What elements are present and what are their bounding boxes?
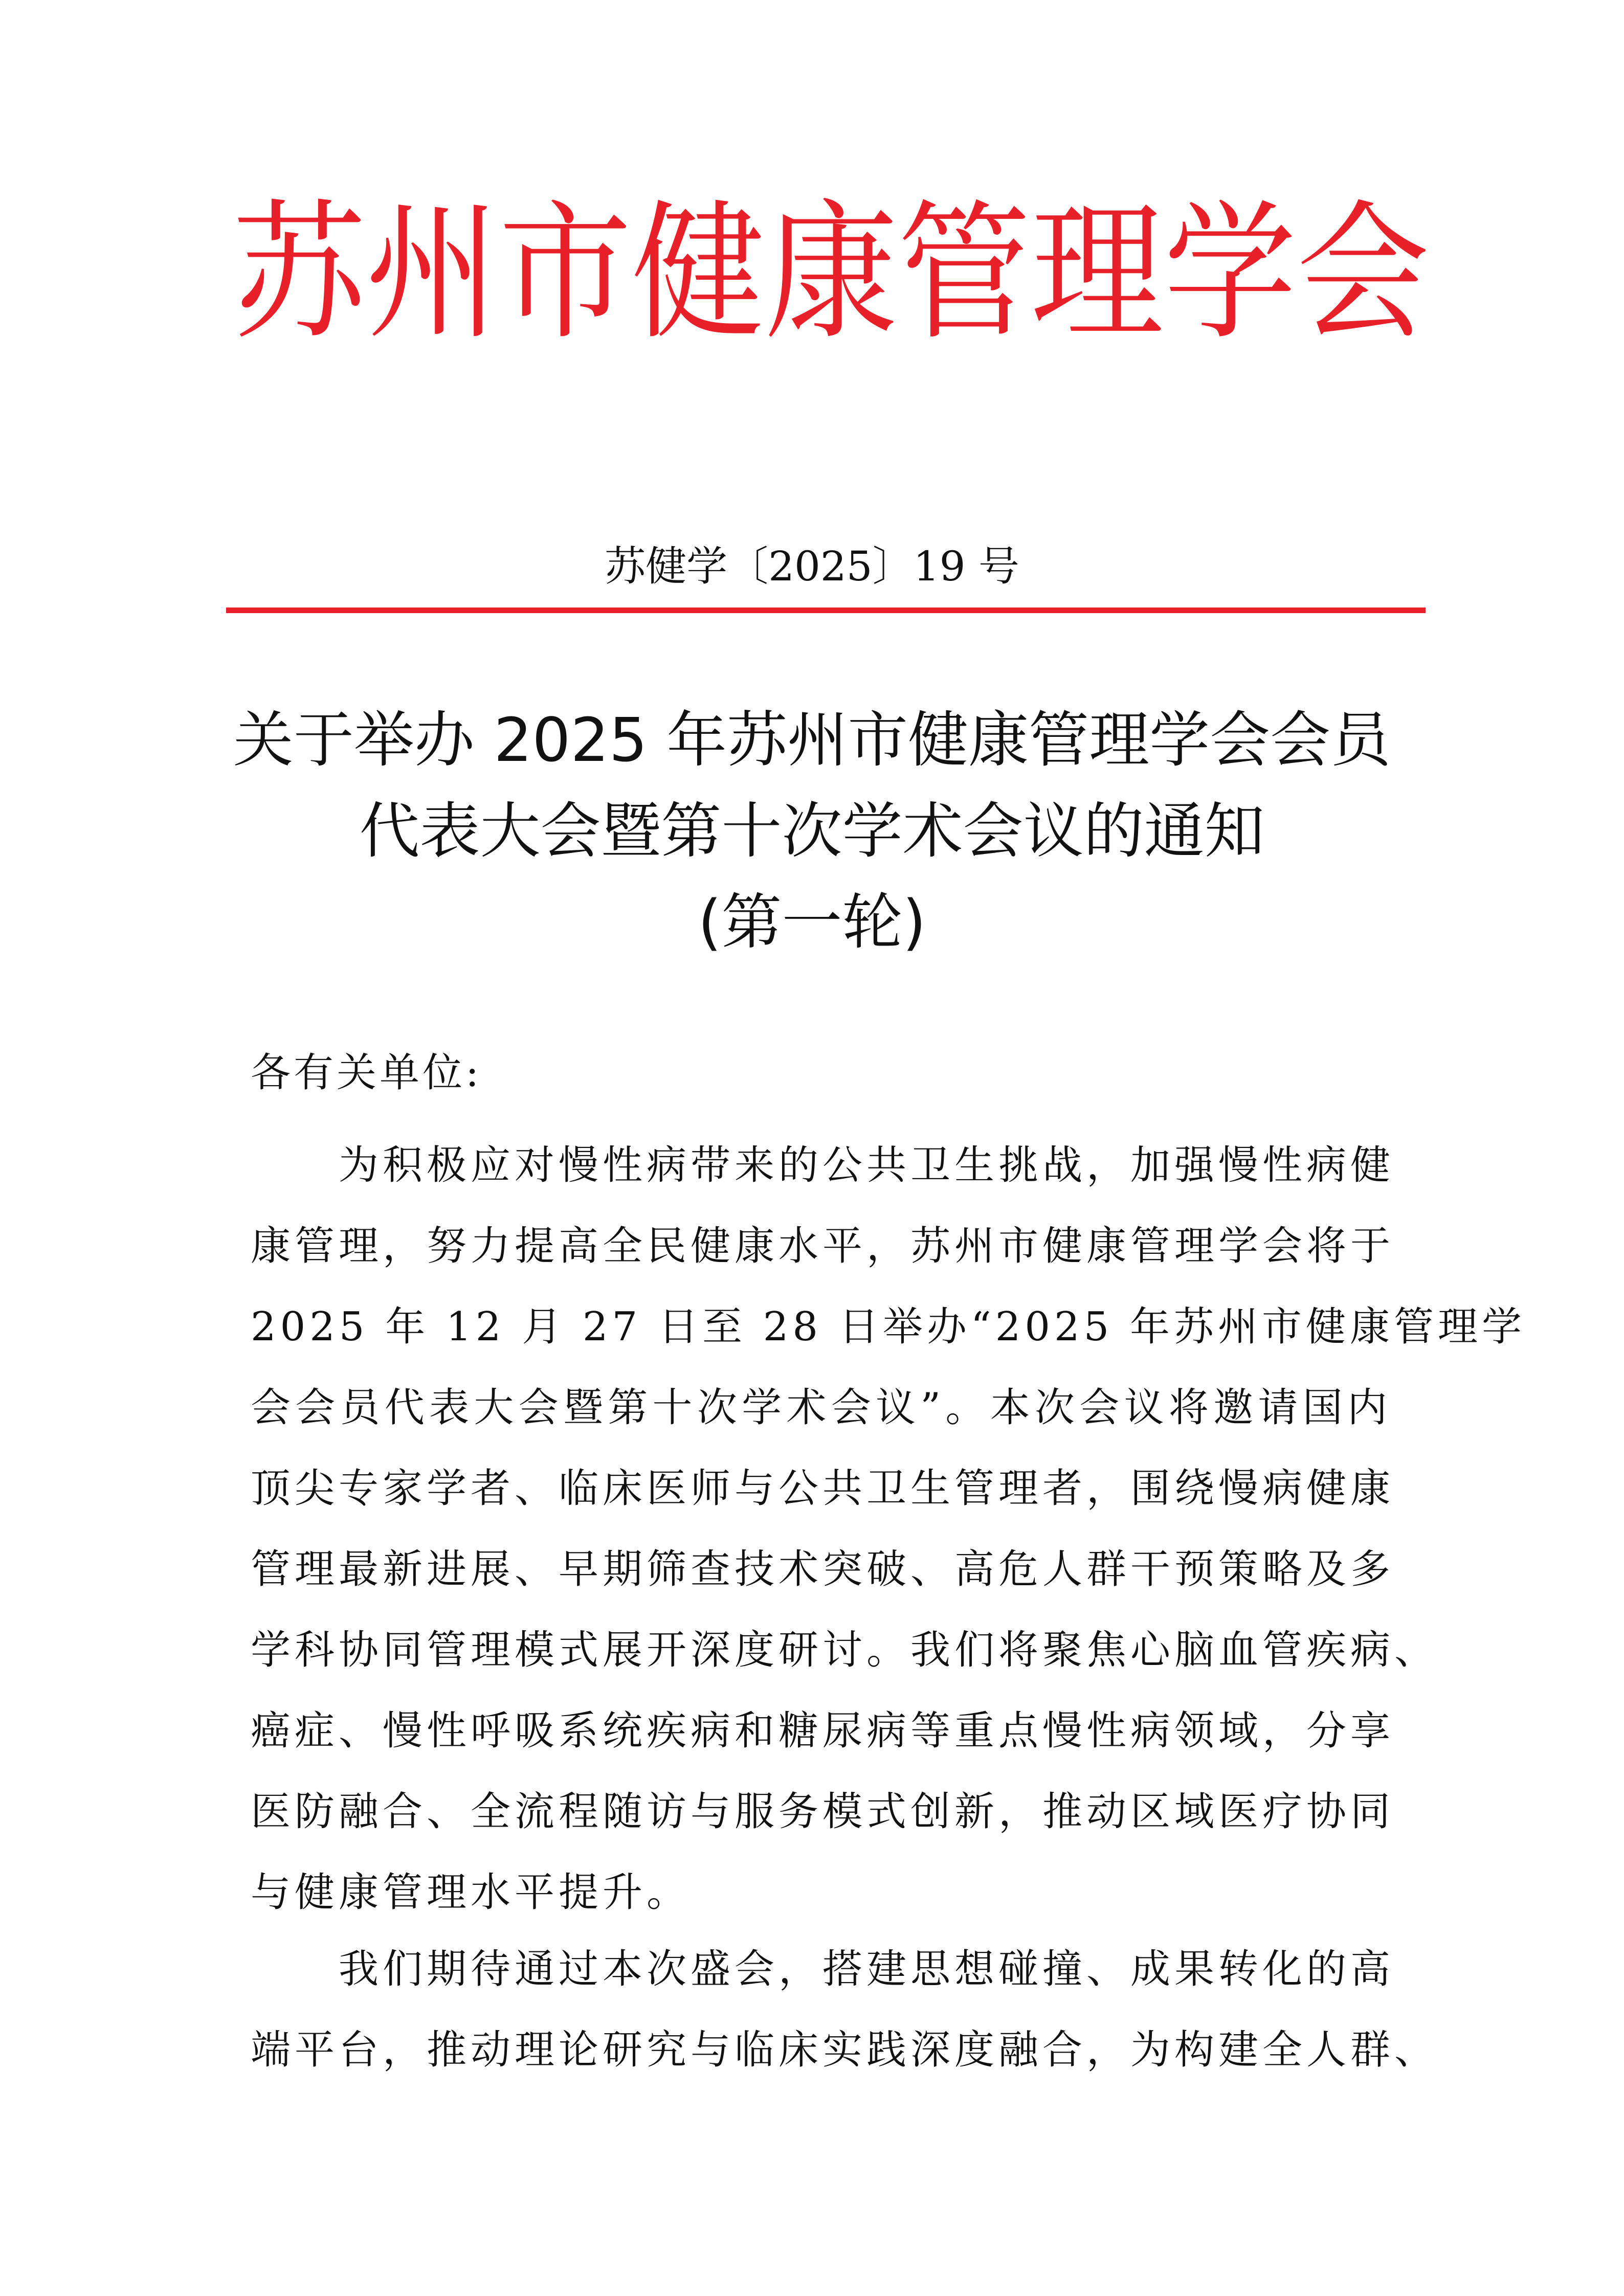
masthead-char: 会: [1297, 187, 1430, 361]
paragraph-line: 会会员代表大会暨第十次学术会议”。本次会议将邀请国内: [251, 1385, 1391, 1431]
organization-masthead: [233, 187, 1430, 361]
body-paragraph: [251, 1125, 1526, 1933]
masthead-char: 健: [632, 187, 765, 361]
paragraph-line: 医防融合、全流程随访与服务模式创新，推动区域医疗协同: [251, 1789, 1395, 1835]
paragraph-line: 学科协同管理模式展开深度研讨。我们将聚焦心脑血管疾病、: [251, 1627, 1439, 1673]
body-paragraph: [251, 1929, 1439, 2090]
masthead-char: 学: [1164, 187, 1297, 361]
masthead-char: 理: [1031, 187, 1164, 361]
masthead-char: 管: [898, 187, 1031, 361]
paragraph-line: 端平台，推动理论研究与临床实践深度融合，为构建全人群、: [251, 2027, 1439, 2073]
paragraph-line: 管理最新进展、早期筛查技术突破、高危人群干预策略及多: [251, 1546, 1395, 1592]
masthead-char: 州: [366, 187, 499, 361]
masthead-char: 苏: [233, 187, 366, 361]
masthead-char: 康: [765, 187, 898, 361]
paragraph-line: 2025 年 12 月 27 日至 28 日举办“2025 年苏州市健康管理学: [251, 1304, 1526, 1350]
notice-title: [0, 694, 1624, 967]
title-line: 代表大会暨第十次学术会议的通知: [359, 796, 1265, 866]
paragraph-line: 康管理，努力提高全民健康水平，苏州市健康管理学会将于: [251, 1223, 1395, 1269]
title-line: (第一轮): [698, 887, 926, 957]
masthead-char: 市: [499, 187, 632, 361]
title-line: 关于举办 2025 年苏州市健康管理学会会员: [233, 705, 1391, 775]
paragraph-line: 与健康管理水平提升。: [251, 1870, 691, 1916]
salutation: 各有关单位:: [251, 1050, 482, 1096]
paragraph-line: 顶尖专家学者、临床医师与公共卫生管理者，围绕慢病健康: [251, 1466, 1395, 1512]
paragraph-line: 为积极应对慢性病带来的公共卫生挑战，加强慢性病健: [251, 1142, 1395, 1188]
paragraph-line: 我们期待通过本次盛会，搭建思想碰撞、成果转化的高: [251, 1946, 1395, 1992]
document-number: 苏健学〔2025〕19 号: [605, 543, 1019, 590]
paragraph-line: 癌症、慢性呼吸系统疾病和糖尿病等重点慢性病领域，分享: [251, 1708, 1395, 1754]
red-divider-line: [226, 607, 1426, 613]
